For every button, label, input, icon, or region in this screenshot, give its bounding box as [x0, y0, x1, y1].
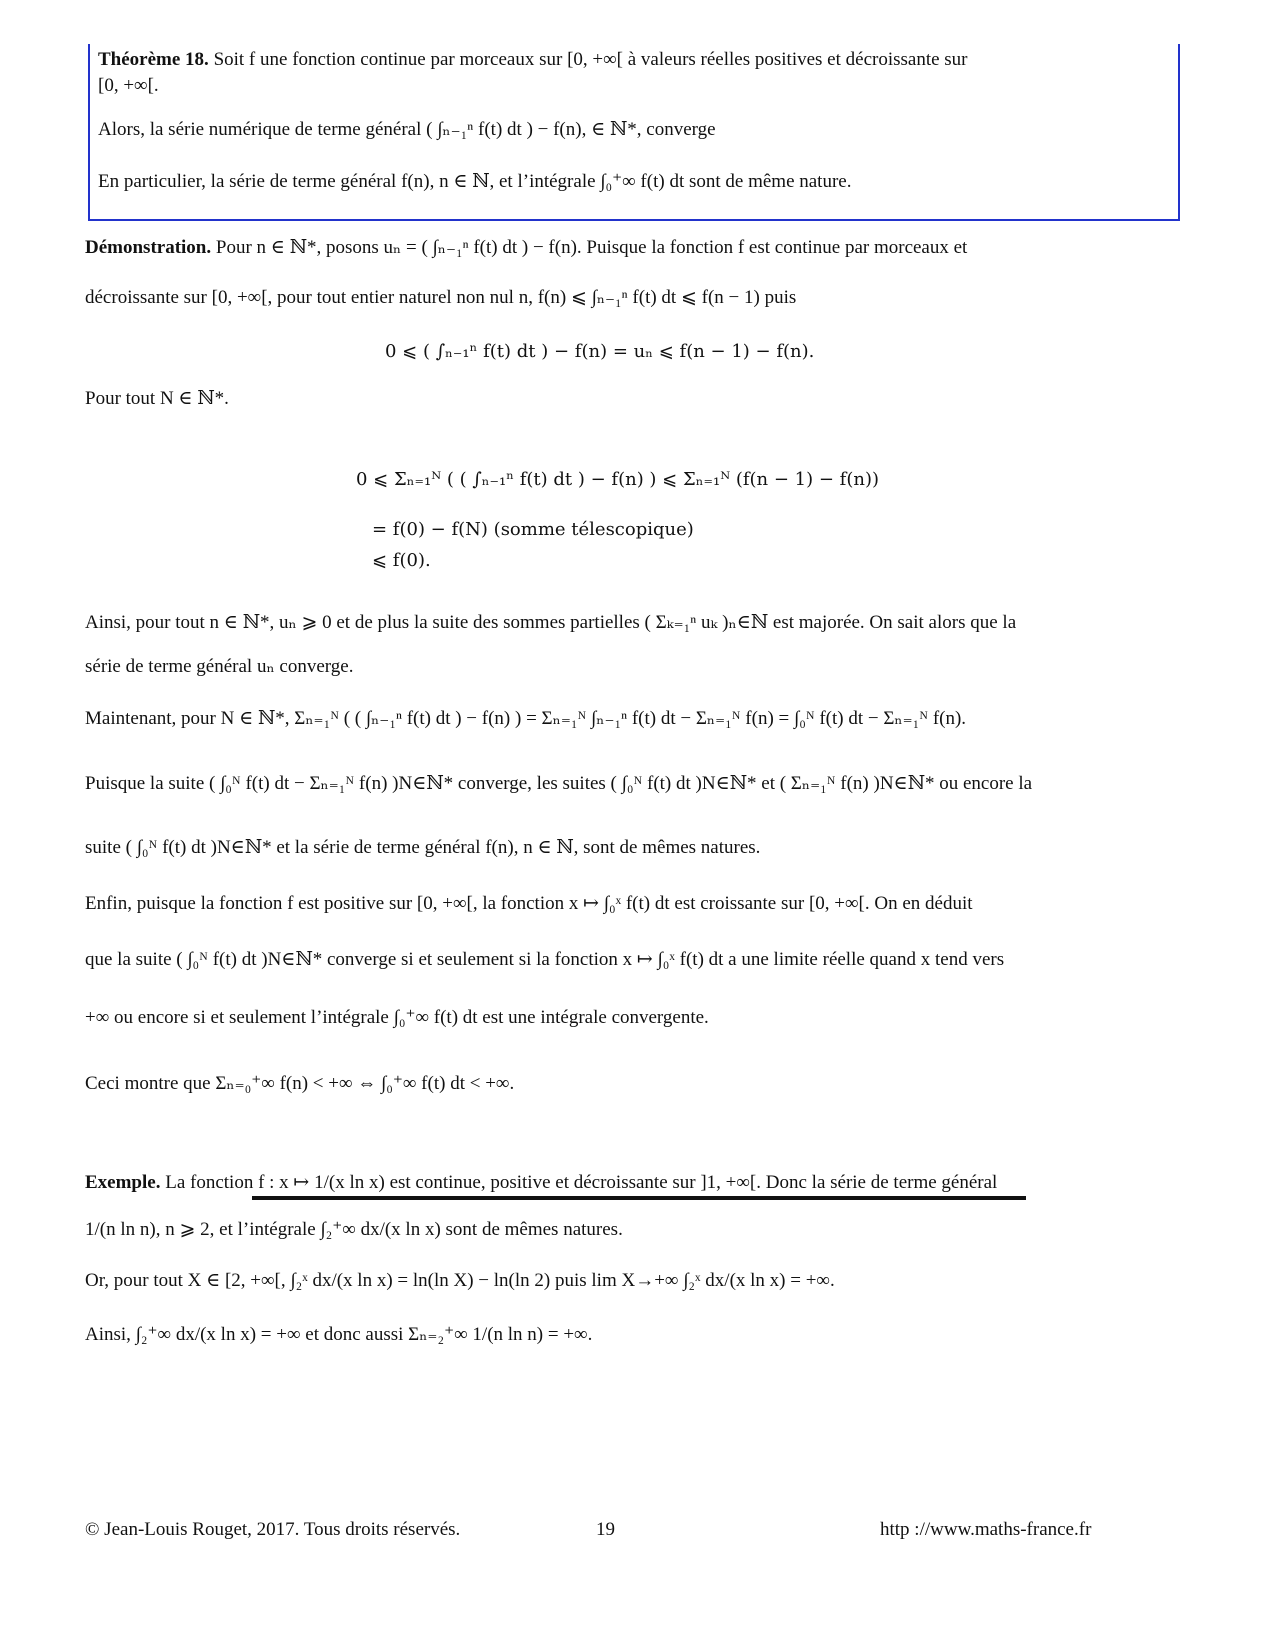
- theorem-line-2: [0, +∞[.: [98, 75, 159, 96]
- example-line-1: [85, 1171, 997, 1195]
- proof-label: Démonstration.: [85, 237, 212, 258]
- proof-equation-1: 0 ⩽ ( ∫ₙ₋₁ⁿ f(t) dt ) − f(n) = uₙ ⩽ f(n − 1) − f(n).: [385, 341, 815, 362]
- proof-line-12: Ceci montre que Σₙ₌₀⁺∞ f(n) < +∞ ⇔ ∫₀⁺∞ f(t) dt < +∞.: [85, 1073, 515, 1094]
- proof-equation-2b: = f(0) − f(N) (somme télescopique): [372, 519, 694, 540]
- section-divider: [252, 1196, 1026, 1200]
- proof-line-1: [85, 236, 967, 260]
- proof-line-2: décroissante sur [0, +∞[, pour tout entier naturel non nul n, f(n) ⩽ ∫ₙ₋₁ⁿ f(t) dt ⩽ f(n − 1) puis: [85, 287, 797, 308]
- footer-copyright: © Jean-Louis Rouget, 2017. Tous droits réservés.: [85, 1519, 461, 1540]
- proof-line-6: Maintenant, pour N ∈ ℕ*, Σₙ₌₁ᴺ ( ( ∫ₙ₋₁ⁿ f(t) dt ) − f(n) ) = Σₙ₌₁ᴺ ∫ₙ₋₁ⁿ f(t) dt − Σₙ₌₁ᴺ f(n) = ∫₀ᴺ f(t) dt − Σₙ₌₁ᴺ f(n).: [85, 708, 967, 729]
- theorem-line-4: En particulier, la série de terme général f(n), n ∈ ℕ, et l’intégrale ∫₀⁺∞ f(t) dt sont de même nature.: [98, 171, 852, 192]
- example-text-1: La fonction f : x ↦ 1/(x ln x) est continue, positive et décroissante sur ]1, +∞[. Donc la série de terme général: [165, 1172, 998, 1193]
- proof-line-9: Enfin, puisque la fonction f est positive sur [0, +∞[, la fonction x ↦ ∫₀ˣ f(t) dt est croissante sur [0, +∞[. On en déduit: [85, 893, 973, 914]
- footer-url: http ://www.maths-france.fr: [880, 1519, 1092, 1540]
- page-number: 19: [596, 1519, 615, 1540]
- theorem-text-1: Soit f une fonction continue par morceaux sur [0, +∞[ à valeurs réelles positives et décroissante sur: [213, 49, 968, 70]
- proof-text-1: Pour n ∈ ℕ*, posons uₙ = ( ∫ₙ₋₁ⁿ f(t) dt ) − f(n). Puisque la fonction f est continue par morceaux et: [215, 237, 968, 258]
- proof-equation-2c: ⩽ f(0).: [372, 550, 431, 571]
- proof-line-10: que la suite ( ∫₀ᴺ f(t) dt )N∈ℕ* converge si et seulement si la fonction x ↦ ∫₀ˣ f(t) dt a une limite réelle quand x tend vers: [85, 949, 1005, 970]
- theorem-line-3: Alors, la série numérique de terme général ( ∫ₙ₋₁ⁿ f(t) dt ) − f(n), ∈ ℕ*, converge: [98, 119, 716, 140]
- proof-line-5: série de terme général uₙ converge.: [85, 656, 354, 677]
- proof-line-11: +∞ ou encore si et seulement l’intégrale ∫₀⁺∞ f(t) dt est une intégrale convergente.: [85, 1007, 709, 1028]
- theorem-label: Théorème 18.: [98, 49, 209, 70]
- example-label: Exemple.: [85, 1172, 161, 1193]
- proof-line-7: Puisque la suite ( ∫₀ᴺ f(t) dt − Σₙ₌₁ᴺ f(n) )N∈ℕ* converge, les suites ( ∫₀ᴺ f(t) dt )N∈ℕ* et ( Σₙ₌₁ᴺ f(n) )N∈ℕ* ou encore la: [85, 773, 1033, 794]
- example-line-3: Or, pour tout X ∈ [2, +∞[, ∫₂ˣ dx/(x ln x) = ln(ln X) − ln(ln 2) puis lim X→+∞ ∫₂ˣ dx/(x ln x) = +∞.: [85, 1270, 835, 1291]
- proof-equation-2a: 0 ⩽ Σₙ₌₁ᴺ ( ( ∫ₙ₋₁ⁿ f(t) dt ) − f(n) ) ⩽ Σₙ₌₁ᴺ (f(n − 1) − f(n)): [356, 469, 879, 490]
- example-line-2: 1/(n ln n), n ⩾ 2, et l’intégrale ∫₂⁺∞ dx/(x ln x) sont de mêmes natures.: [85, 1219, 623, 1240]
- proof-line-3: Pour tout N ∈ ℕ*.: [85, 388, 229, 409]
- example-line-4: Ainsi, ∫₂⁺∞ dx/(x ln x) = +∞ et donc aussi Σₙ₌₂⁺∞ 1/(n ln n) = +∞.: [85, 1324, 593, 1345]
- proof-line-4: Ainsi, pour tout n ∈ ℕ*, uₙ ⩾ 0 et de plus la suite des sommes partielles ( Σₖ₌₁ⁿ uₖ )ₙ∈ℕ est majorée. On sait alors que la: [85, 612, 1017, 633]
- proof-line-8: suite ( ∫₀ᴺ f(t) dt )N∈ℕ* et la série de terme général f(n), n ∈ ℕ, sont de mêmes natures.: [85, 837, 761, 858]
- theorem-line-1: [98, 48, 968, 72]
